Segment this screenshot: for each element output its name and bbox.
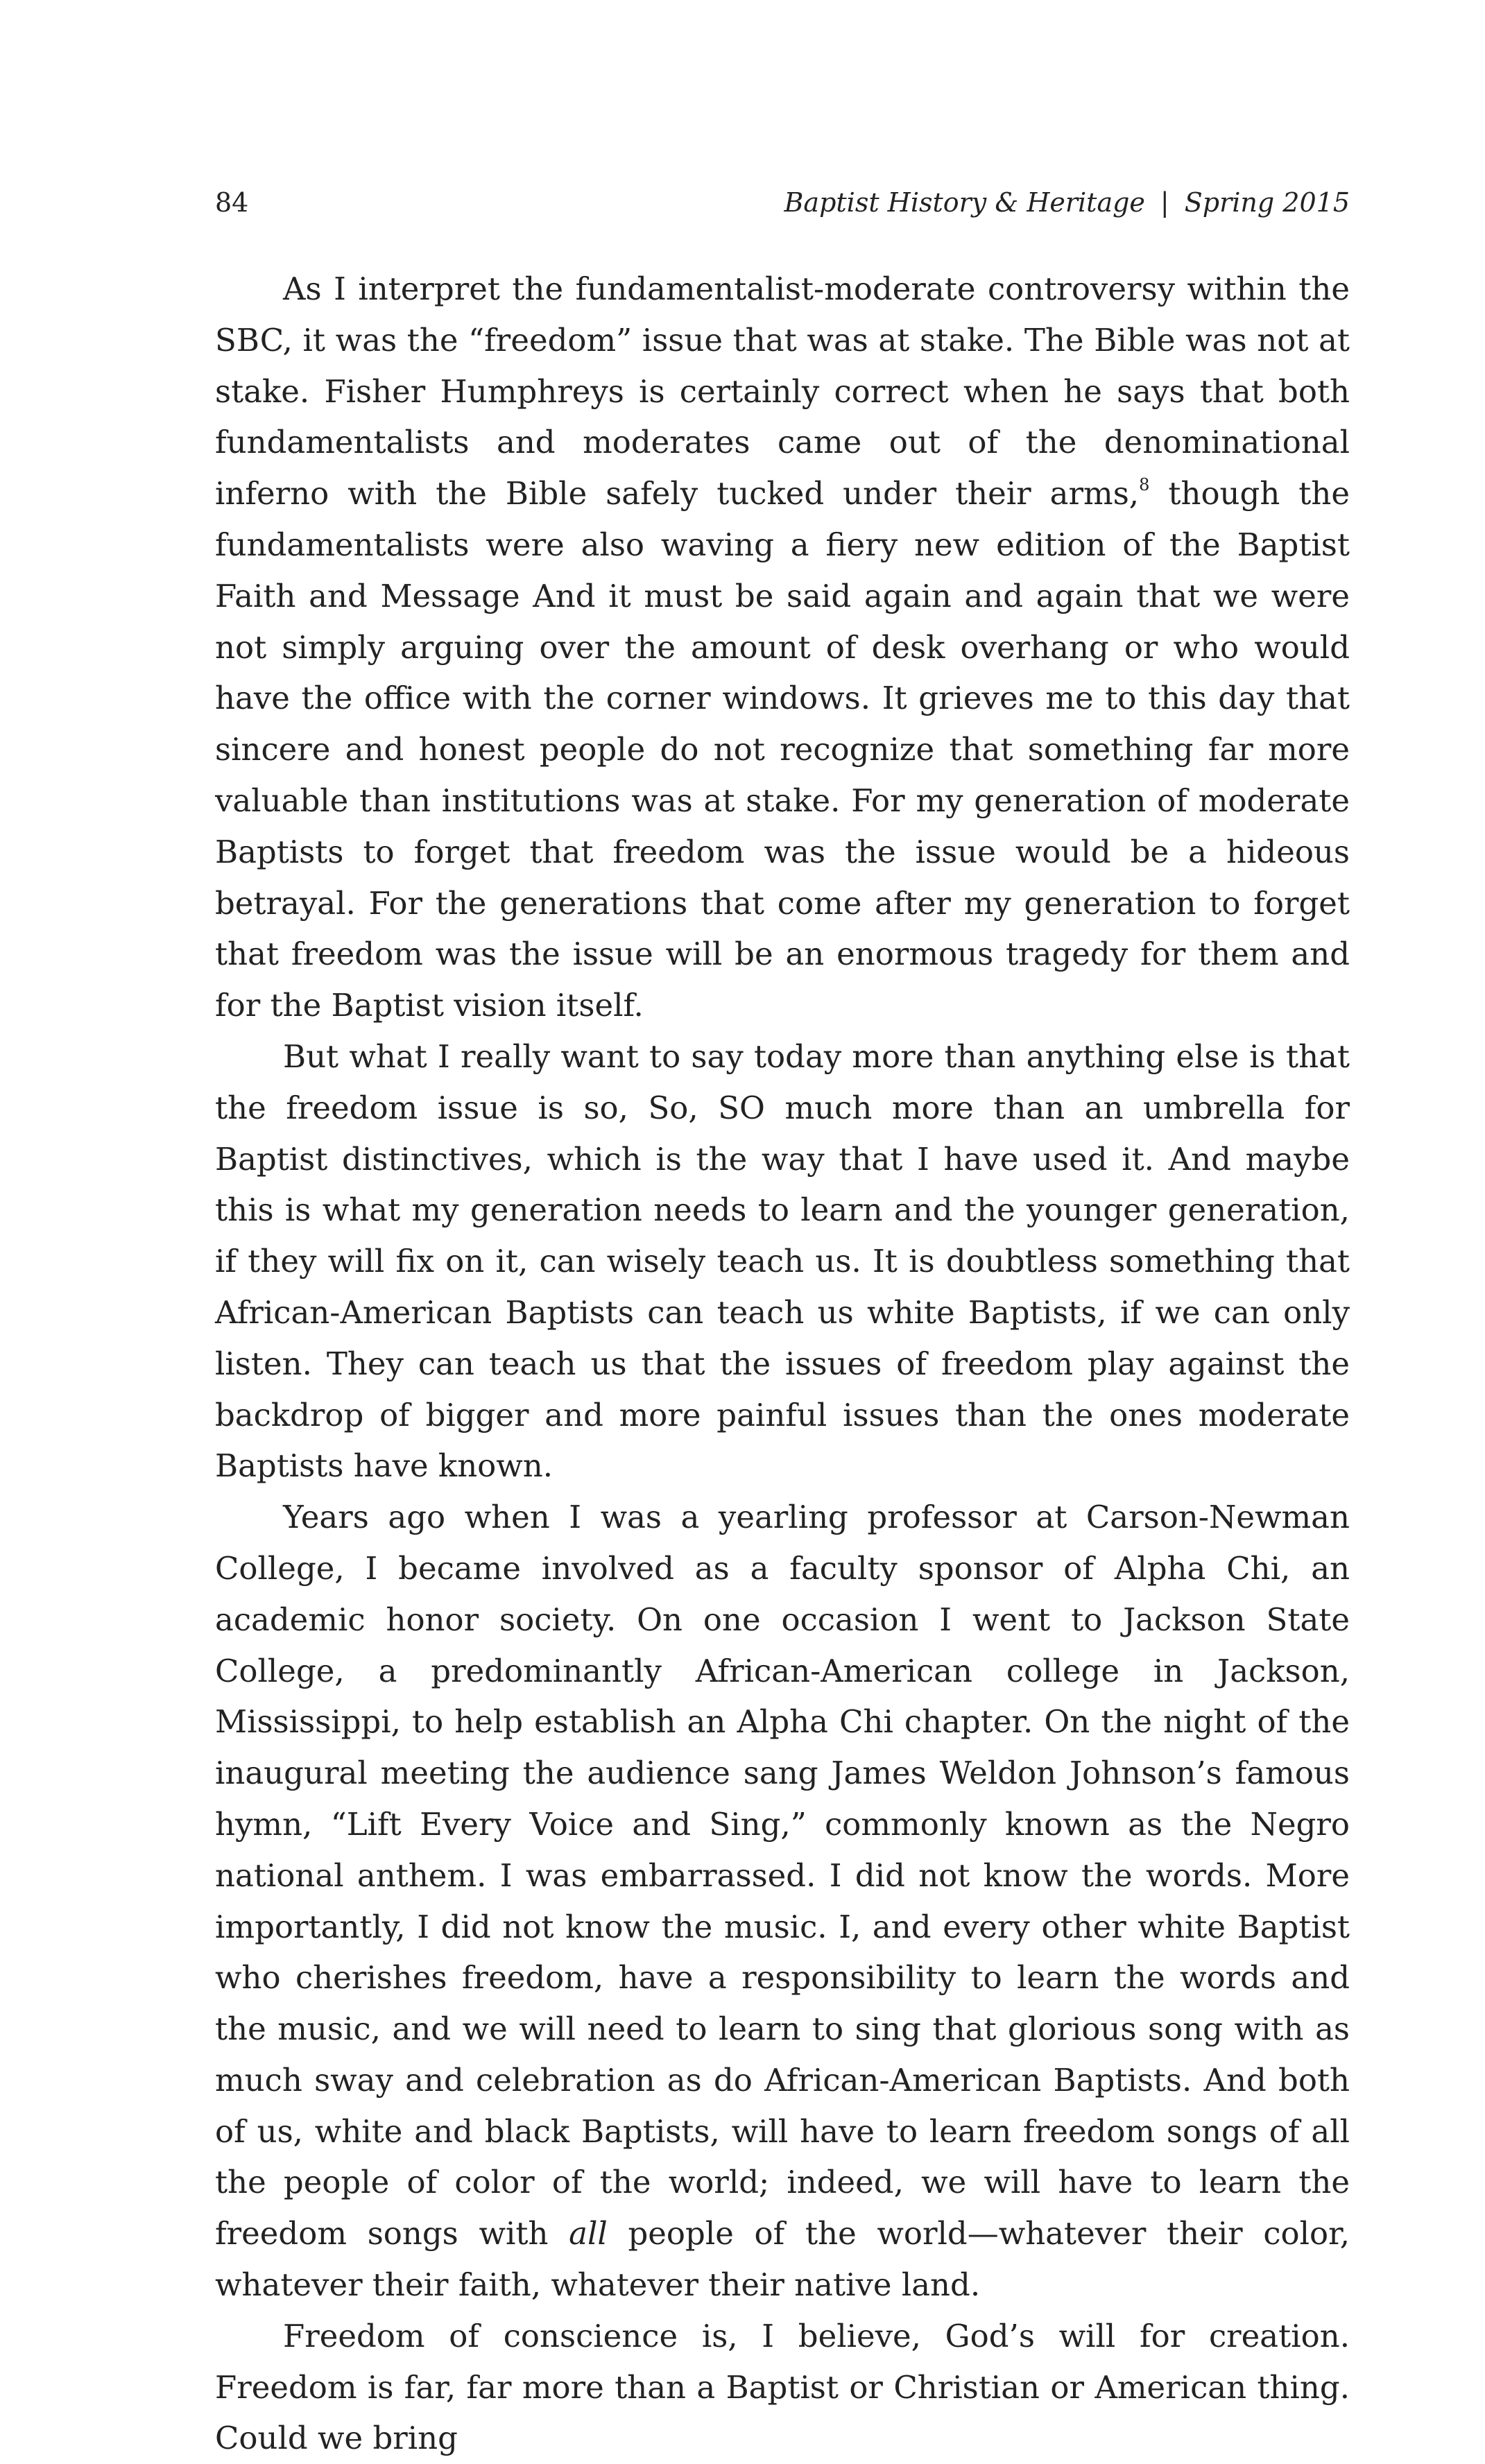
paragraph-3 (215, 1492, 1350, 2311)
paragraph-2 (215, 1031, 1350, 1492)
paragraph-3-emphasis: all (569, 2215, 608, 2252)
header-separator: | (1160, 187, 1169, 218)
paragraph-1-text-b: though the fundamentalists were also waving a fiery new edition of the Baptist Faith and Message And it must be said again and again that we were not simply arguing over the amount of desk overhang or who would have the office with the corner windows. It grieves me to this day that sincere and honest people do not recognize that something far more valuable than institutions was at stake. For my generation of moderate Baptists to forget that freedom was the issue would be a hideous betrayal. For the generations that come after my generation to forget that freedom was the issue will be an enormous tragedy for them and for the Baptist vision itself. (215, 475, 1350, 1024)
paragraph-3-text-a: Years ago when I was a yearling professor at Carson-Newman College, I became involved as a faculty sponsor of Alpha Chi, an academic honor society. On one occasion I went to Jackson State College, a predominantly African-American college in Jackson, Mississippi, to help establish an Alpha Chi chapter. On the night of the inaugural meeting the audience sang James Weldon Johnson’s famous hymn, “Lift Every Voice and Sing,” commonly known as the Negro national anthem. I was embarrassed. I did not know the words. More importantly, I did not know the music. I, and every other white Baptist who cherishes freedom, have a responsibility to learn the words and the music, and we will need to learn to sing that glorious song with as much sway and celebration as do African-American Baptists. And both of us, white and black Baptists, will have to learn freedom songs of all the people of color of the world; indeed, we will have to learn the freedom songs with (215, 1499, 1350, 2252)
running-head (784, 182, 1350, 223)
paragraph-3-text-b: people of the world—whatever their color, whatever their faith, whatever their native land. (215, 2215, 1350, 2304)
body-text (215, 264, 1350, 2464)
paragraph-4 (215, 2311, 1350, 2464)
paragraph-1-text-a: As I interpret the fundamentalist-moderate controversy within the SBC, it was the “freedom” issue that was at stake. The Bible was not at stake. Fisher Humphreys is certainly correct when he says that both fundamentalists and moderates came out of the denominational inferno with the Bible safely tucked under their arms, (215, 270, 1350, 512)
issue-date: Spring 2015 (1184, 187, 1350, 218)
paragraph-4-text: Freedom of conscience is, I believe, God’s will for creation. Freedom is far, far more than a Baptist or Christian or American thing. Could we bring (215, 2317, 1350, 2457)
page-header (215, 182, 1350, 223)
journal-title: Baptist History & Heritage (784, 187, 1145, 218)
page-number: 84 (215, 187, 249, 218)
footnote-marker: 8 (1139, 475, 1150, 495)
paragraph-1 (215, 264, 1350, 1031)
paragraph-2-text: But what I really want to say today more than anything else is that the freedom issue is so, So, SO much more than an umbrella for Baptist distinctives, which is the way that I have used it. And maybe this is what my generation needs to learn and the younger generation, if they will fix on it, can wisely teach us. It is doubtless something that African-American Baptists can teach us white Baptists, if we can only listen. They can teach us that the issues of freedom play against the backdrop of bigger and more painful issues than the ones moderate Baptists have known. (215, 1037, 1350, 1485)
